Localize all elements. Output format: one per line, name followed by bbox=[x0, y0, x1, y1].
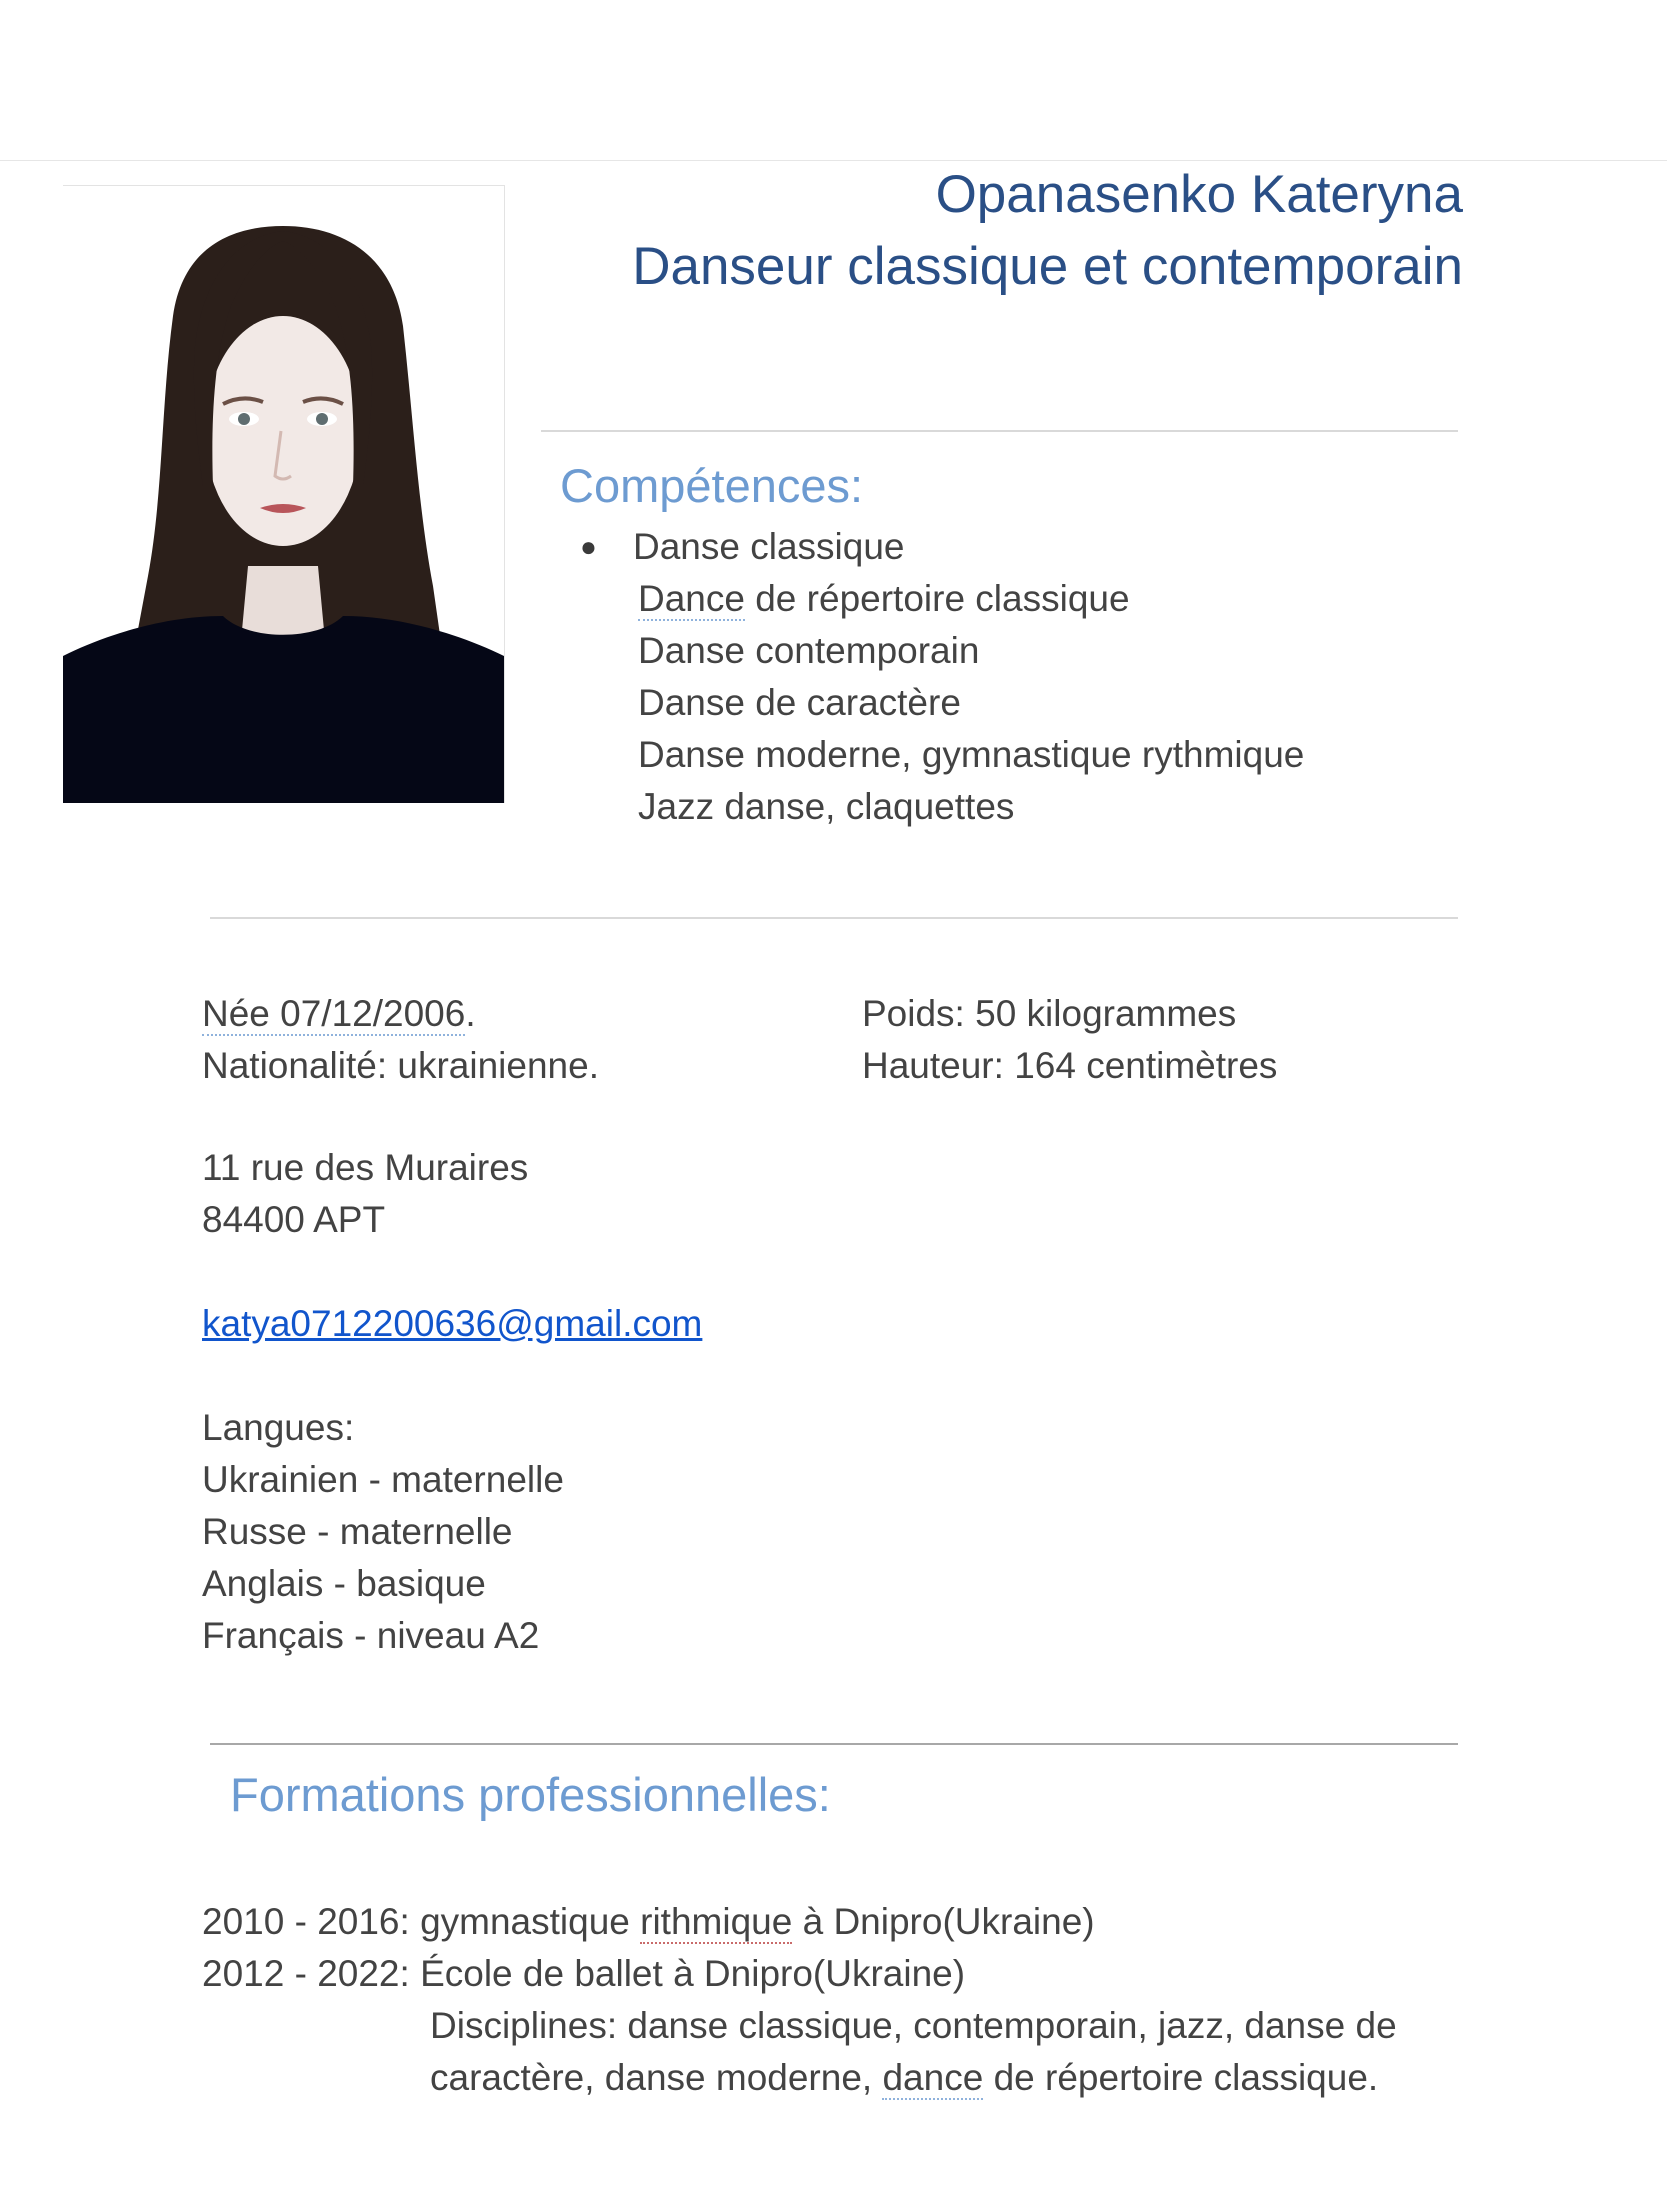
spellcheck-word: dance bbox=[882, 2057, 984, 2098]
address-city: 84400 APT bbox=[202, 1199, 386, 1240]
candidate-name: Opanasenko Kateryna bbox=[935, 165, 1463, 224]
list-item: ● Danse classique bbox=[580, 521, 1304, 573]
list-item: Danse de caractère bbox=[638, 682, 961, 723]
candidate-title: Danseur classique et contemporain bbox=[632, 237, 1463, 296]
profile-photo bbox=[63, 185, 505, 803]
training-entry: 2010 - 2016: gymnastique rithmique à Dnipro(Ukraine) bbox=[202, 1901, 1095, 1942]
weight: Poids: 50 kilogrammes bbox=[862, 993, 1237, 1034]
language-item: Français - niveau A2 bbox=[202, 1615, 540, 1656]
list-item: Danse moderne, gymnastique rythmique bbox=[638, 734, 1305, 775]
email-link[interactable]: katya0712200636@gmail.com bbox=[202, 1303, 703, 1344]
birth-date-line: Née 07/12/2006. bbox=[202, 993, 476, 1034]
height: Hauteur: 164 centimètres bbox=[862, 1045, 1278, 1086]
languages bbox=[202, 1402, 564, 1662]
language-item: Russe - maternelle bbox=[202, 1511, 513, 1552]
language-item: Anglais - basique bbox=[202, 1563, 486, 1604]
physical-info bbox=[862, 988, 1277, 1092]
divider bbox=[210, 1743, 1458, 1745]
language-item: Ukrainien - maternelle bbox=[202, 1459, 564, 1500]
skills-heading: Compétences: bbox=[560, 459, 864, 512]
spellcheck-word: Dance bbox=[638, 578, 745, 619]
languages-heading: Langues: bbox=[202, 1407, 355, 1448]
training-heading: Formations professionnelles: bbox=[230, 1768, 831, 1821]
list-item: Dance de répertoire classique bbox=[638, 578, 1130, 619]
training-entry: 2012 - 2022: École de ballet à Dnipro(Ukraine) bbox=[202, 1953, 966, 1994]
disciplines-line: Disciplines: danse classique, contemporain, jazz, danse de bbox=[430, 2005, 1397, 2046]
portrait-image bbox=[63, 186, 504, 803]
spellcheck-word: rithmique bbox=[640, 1901, 793, 1942]
personal-info bbox=[202, 988, 599, 1092]
nationality: Nationalité: ukrainienne. bbox=[202, 1045, 599, 1086]
disciplines-line: caractère, danse moderne, dance de répertoire classique. bbox=[430, 2057, 1379, 2098]
address bbox=[202, 1142, 528, 1246]
list-item: Jazz danse, claquettes bbox=[638, 786, 1015, 827]
address-street: 11 rue des Muraires bbox=[202, 1147, 529, 1188]
skills-list bbox=[580, 521, 1304, 833]
bullet-icon: ● bbox=[580, 531, 597, 562]
training-list bbox=[202, 1896, 1397, 2104]
list-item: Danse contemporain bbox=[638, 630, 980, 671]
divider bbox=[541, 430, 1458, 432]
divider bbox=[210, 917, 1458, 919]
birth-date: Née 07/12/2006 bbox=[202, 993, 466, 1034]
